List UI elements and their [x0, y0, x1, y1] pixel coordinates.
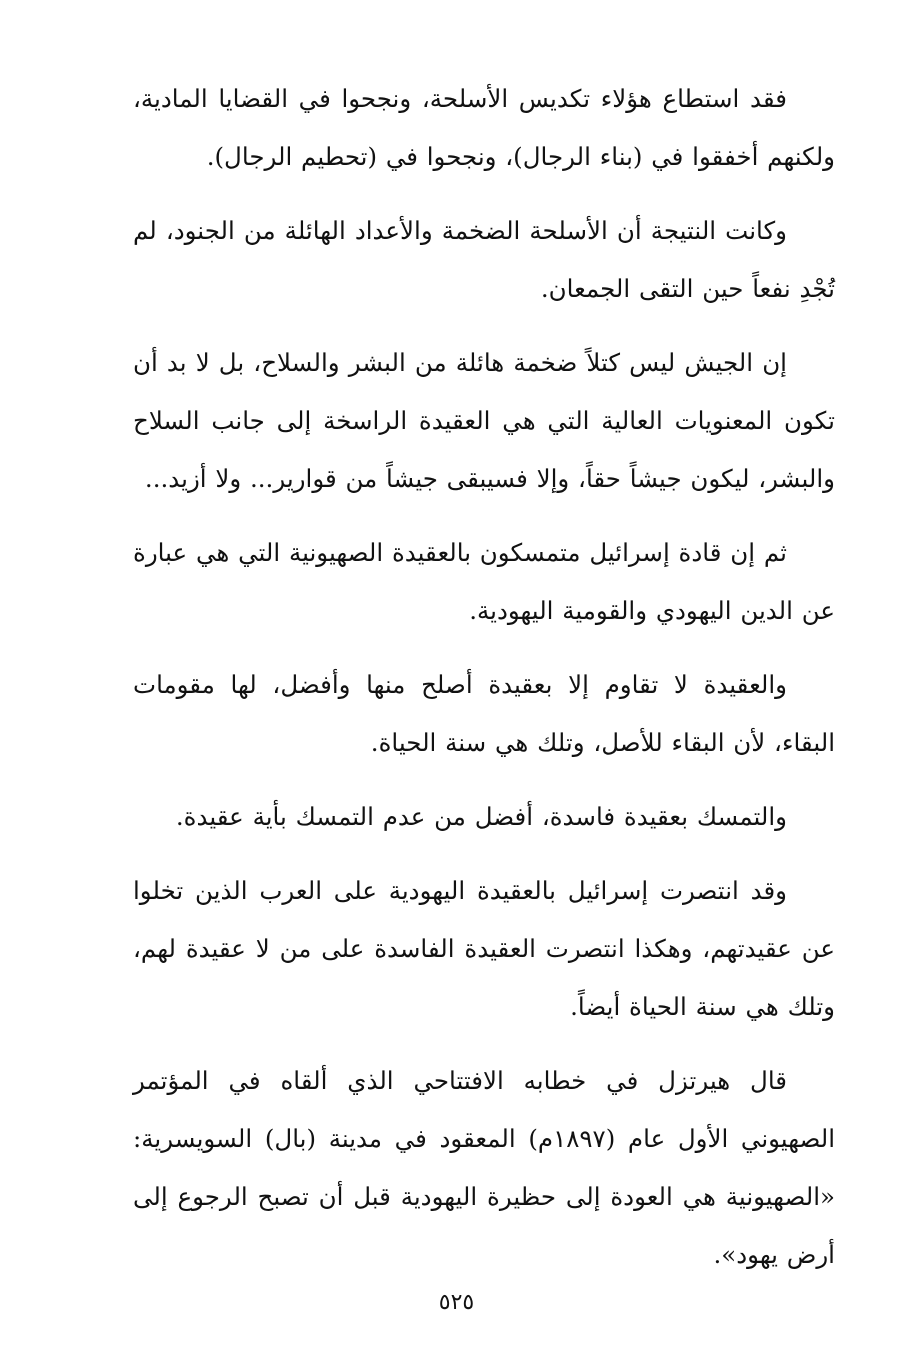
paragraph-8: قال هيرتزل في خطابه الافتتاحي الذي ألقاه في المؤتمر الصهيوني الأول عام (١٨٩٧م) المعقود في مدينة (بال) السويسرية: «الصهيونية هي العودة إلى حظيرة اليهودية قبل أن تصبح الرجوع إلى أرض يهود». [133, 1066, 836, 1269]
paragraph-6: والتمسك بعقيدة فاسدة، أفضل من عدم التمسك بأية عقيدة. [175, 802, 787, 831]
paragraph-5: والعقيدة لا تقاوم إلا بعقيدة أصلح منها وأفضل، لها مقومات البقاء، لأن البقاء للأصل، وتلك هي سنة الحياة. [133, 670, 835, 757]
page-number: ٥٢٥ [438, 1290, 475, 1315]
body-text [133, 70, 835, 1300]
paragraph-4: ثم إن قادة إسرائيل متمسكون بالعقيدة الصهيونية التي هي عبارة عن الدين اليهودي والقومية اليهودية. [133, 538, 835, 625]
paragraph-2: وكانت النتيجة أن الأسلحة الضخمة والأعداد الهائلة من الجنود، لم تُجْدِ نفعاً حين التقى الجمعان. [133, 216, 835, 303]
paragraph-1: فقد استطاع هؤلاء تكديس الأسلحة، ونجحوا في القضايا المادية، ولكنهم أخفقوا في (بناء الرجال)، ونجحوا في (تحطيم الرجال). [133, 84, 835, 171]
paragraph-3: إن الجيش ليس كتلاً ضخمة هائلة من البشر والسلاح، بل لا بد أن تكون المعنويات العالية التي هي العقيدة الراسخة إلى جانب السلاح والبشر، ليكون جيشاً حقاً، وإلا فسيبقى جيشاً من قوارير... ولا أزيد... [133, 348, 835, 493]
paragraph-7: وقد انتصرت إسرائيل بالعقيدة اليهودية على العرب الذين تخلوا عن عقيدتهم، وهكذا انتصرت العقيدة الفاسدة على من لا عقيدة لهم، وتلك هي سنة الحياة أيضاً. [133, 876, 835, 1021]
